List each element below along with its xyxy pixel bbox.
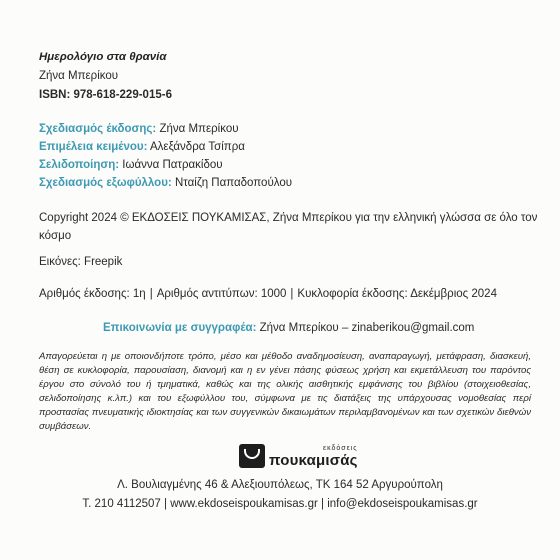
legal-notice: Απαγορεύεται η με οποιονδήποτε τρόπο, μέσο και μέθοδο αναδημοσίευση, αναπαραγωγή, μετάφραση, διασκευή, θέση σε κυκλοφορία, παρουσίαση, διανομή και η εν γένει πάσης φύσεως χρήση και εκμετάλλευση του παρόντος έργου στο σύνολό του ή τμηματικά, καθώς και της ολικής αισθητικής εμφάνισης του βιβλίου (στοιχειοθεσίας, σελιδοποίησης κ.λπ.) και του εξωφύλλου του, σύμφωνα με τις διατάξεις της υπάρχουσας νομοθεσίας περί προστασίας πνευματικής ιδιοκτησίας και των συγγενικών δικαιωμάτων περιλαμβανομένων και των σχετικών διεθνών συμβάσεων. <box>39 351 531 432</box>
credit-label: Επιμέλεια κειμένου: <box>39 141 148 153</box>
credit-label: Σχεδιασμός εξωφύλλου: <box>39 177 172 189</box>
edition-separator: | <box>149 288 153 300</box>
credit-edition-design <box>39 123 239 135</box>
credit-label: Σελιδοποίηση: <box>39 159 120 171</box>
contact-label: Επικοινωνία με συγγραφέα: <box>103 322 257 334</box>
credit-label: Σχεδιασμός έκδοσης: <box>39 123 157 135</box>
credit-value: Αλεξάνδρα Τσίπρα <box>150 141 245 153</box>
logo-small-text: εκδόσεις <box>322 444 358 452</box>
edition-number: Αριθμός έκδοσης: 1η <box>39 288 146 300</box>
edition-separator: | <box>290 288 294 300</box>
book-author: Ζήνα Μπερίκου <box>39 70 119 82</box>
logo-big-text: πουκαμισάς <box>269 451 358 469</box>
credit-value: Νταίζη Παπαδοπούλου <box>174 177 293 189</box>
book-title: Ημερολόγιο στα θρανία <box>39 51 167 63</box>
credit-value: Ιωάννα Πατρακίδου <box>122 159 223 171</box>
contact-value: Ζήνα Μπερίκου – zinaberikou@gmail.com <box>259 322 475 334</box>
copyright-notice: Copyright 2024 © ΕΚΔΟΣΕΙΣ ΠΟΥΚΑΜΙΣΑΣ, Ζήνα Μπερίκου για την ελληνική γλώσσα σε όλο τον κόσμο <box>39 212 538 242</box>
shirt-collar-icon <box>239 444 265 468</box>
publisher-logo <box>239 442 358 470</box>
edition-copies: Αριθμός αντιτύπων: 1000 <box>156 288 287 300</box>
credit-text-editing <box>39 141 245 153</box>
isbn: ISBN: 978-618-229-015-6 <box>39 89 172 101</box>
credit-pagination <box>39 159 223 171</box>
credit-cover-design <box>39 177 292 189</box>
credit-value: Ζήνα Μπερίκου <box>159 123 239 135</box>
publisher-address: Λ. Βουλιαγμένης 46 & Αλεξιουπόλεως, ΤΚ 164 52 Αργυρούπολη <box>117 479 443 491</box>
publisher-contact: Τ. 210 4112507 | www.ekdoseispoukamisas.gr | info@ekdoseispoukamisas.gr <box>82 498 478 510</box>
image-credits: Εικόνες: Freepik <box>39 256 123 268</box>
edition-release: Κυκλοφορία έκδοσης: Δεκέμβριος 2024 <box>297 288 497 300</box>
edition-info <box>39 288 497 300</box>
author-contact <box>103 322 474 334</box>
